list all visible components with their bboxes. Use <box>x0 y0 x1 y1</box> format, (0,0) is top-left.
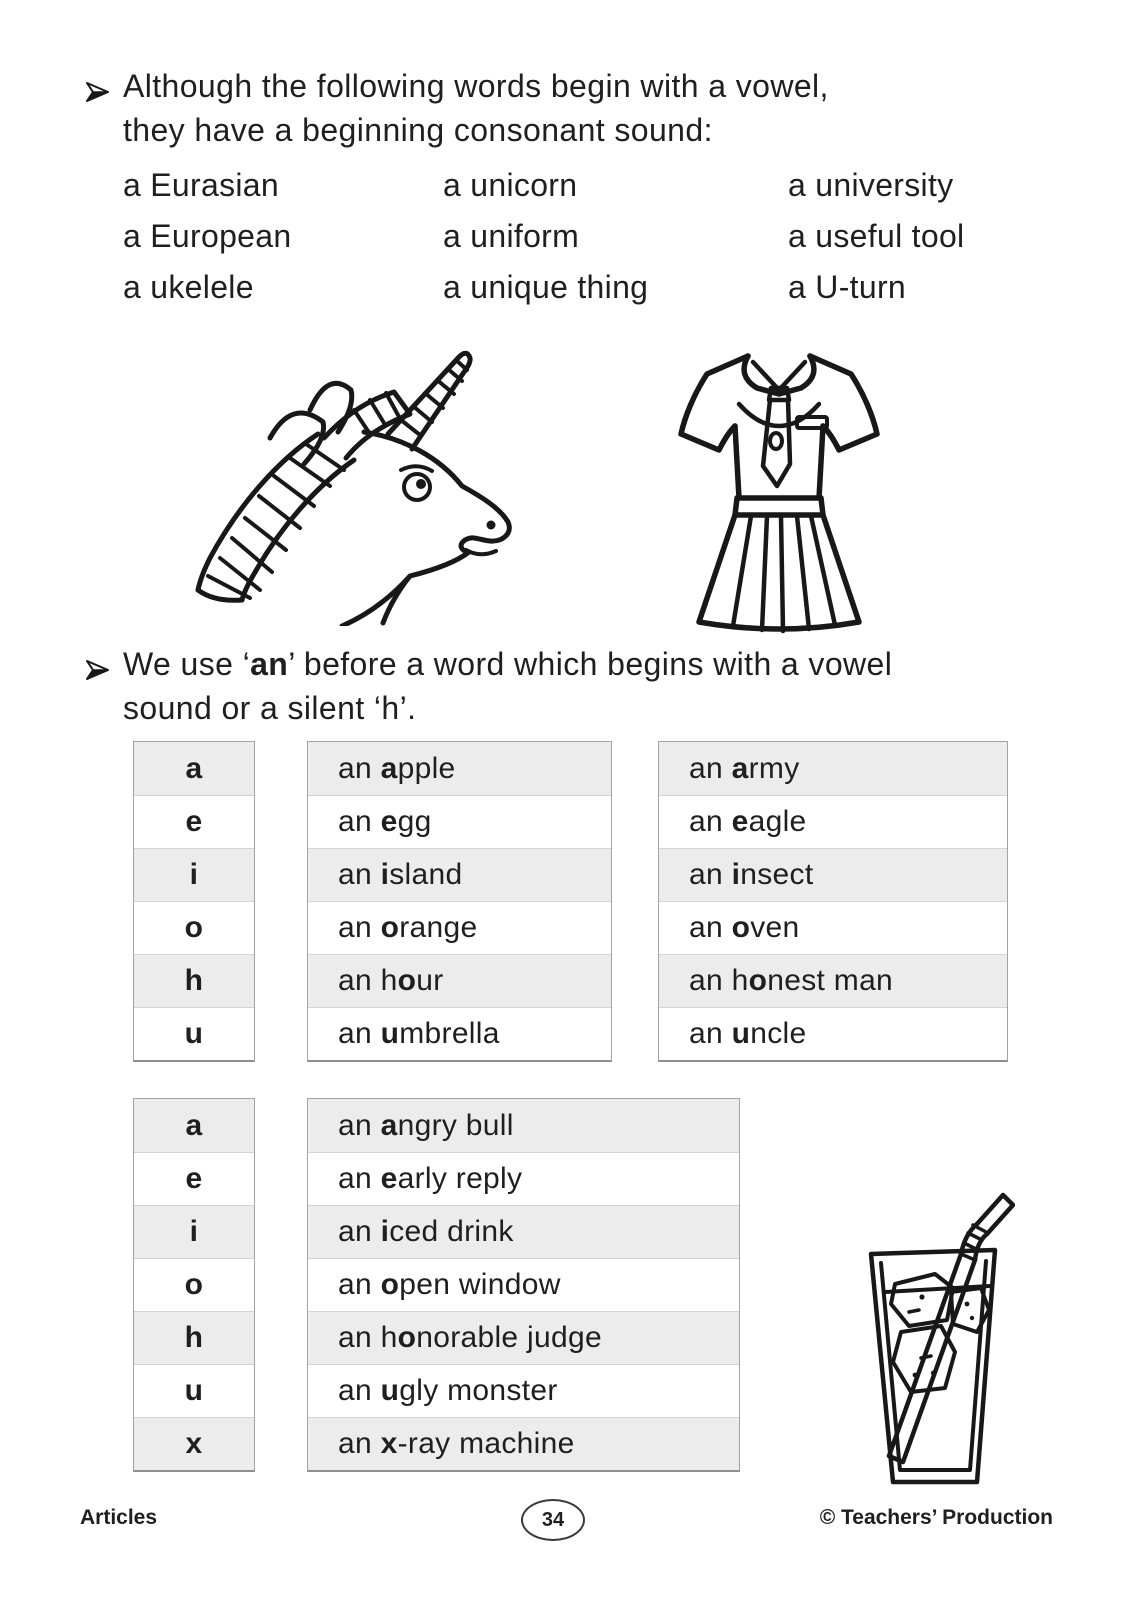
phrase-cell: an iced drink <box>308 1205 739 1258</box>
phrase-cell: an orange <box>308 901 611 954</box>
phrase-cell: an umbrella <box>308 1007 611 1060</box>
example-word: a Eurasian <box>123 167 279 203</box>
example-word: a unique thing <box>443 269 649 305</box>
phrase-cell: an egg <box>308 795 611 848</box>
phrase-cell: an early reply <box>308 1152 739 1205</box>
phrase-cell: an ugly monster <box>308 1364 739 1417</box>
phrase-cell: an hour <box>308 954 611 1007</box>
an-examples-column-2 <box>658 741 1008 1062</box>
phrase-cell: an oven <box>659 901 1007 954</box>
unicorn-illustration <box>158 336 530 626</box>
example-word: a unicorn <box>443 167 578 203</box>
phrase-cell: an uncle <box>659 1007 1007 1060</box>
letter-cell: o <box>134 901 254 954</box>
phrase-cell: an x-ray machine <box>308 1417 739 1470</box>
phrase-cell: an insect <box>659 848 1007 901</box>
iced-drink-illustration <box>843 1162 1015 1494</box>
letter-cell: a <box>134 1099 254 1152</box>
school-uniform-illustration <box>648 338 910 638</box>
letter-cell: o <box>134 1258 254 1311</box>
example-word: a university <box>788 167 954 203</box>
letter-cell: e <box>134 795 254 848</box>
rule2-post: ’ before a word which begins with a vowel <box>288 646 893 682</box>
vowel-letter-column-1 <box>133 741 255 1062</box>
vowel-letter-column-2 <box>133 1098 255 1472</box>
bullet-arrowhead-icon <box>84 78 111 106</box>
phrase-cell: an honest man <box>659 954 1007 1007</box>
phrase-cell: an eagle <box>659 795 1007 848</box>
rule2-line1 <box>123 646 892 683</box>
footer-section-title: Articles <box>80 1506 158 1529</box>
letter-cell: u <box>134 1007 254 1060</box>
phrase-cell: an army <box>659 742 1007 795</box>
phrase-cell: an island <box>308 848 611 901</box>
page-number-badge <box>521 1499 585 1541</box>
an-examples-column-3 <box>307 1098 740 1472</box>
page-number: 34 <box>541 1508 565 1531</box>
rule1-line1: Although the following words begin with a vowel, <box>123 68 829 104</box>
rule1-line2: they have a beginning consonant sound: <box>123 112 713 148</box>
footer-credit: © Teachers’ Production <box>819 1506 1053 1529</box>
rule2-pre: We use ‘ <box>123 646 251 682</box>
letter-cell: h <box>134 954 254 1007</box>
consonant-sound-examples <box>123 160 964 313</box>
example-word: a uniform <box>443 218 580 254</box>
example-word: a useful tool <box>788 218 965 254</box>
an-examples-column-1 <box>307 741 612 1062</box>
letter-cell: u <box>134 1364 254 1417</box>
bullet-arrowhead-icon <box>84 656 111 684</box>
example-word: a U-turn <box>788 269 906 305</box>
letter-cell: a <box>134 742 254 795</box>
phrase-cell: an open window <box>308 1258 739 1311</box>
example-word: a ukelele <box>123 269 254 305</box>
example-word: a European <box>123 218 292 254</box>
letter-cell: e <box>134 1152 254 1205</box>
phrase-cell: an angry bull <box>308 1099 739 1152</box>
letter-cell: x <box>134 1417 254 1470</box>
rule2-an-bold: an <box>250 646 289 682</box>
phrase-cell: an apple <box>308 742 611 795</box>
letter-cell: h <box>134 1311 254 1364</box>
rule2-line2: sound or a silent ‘h’. <box>123 690 417 726</box>
letter-cell: i <box>134 1205 254 1258</box>
letter-cell: i <box>134 848 254 901</box>
phrase-cell: an honorable judge <box>308 1311 739 1364</box>
